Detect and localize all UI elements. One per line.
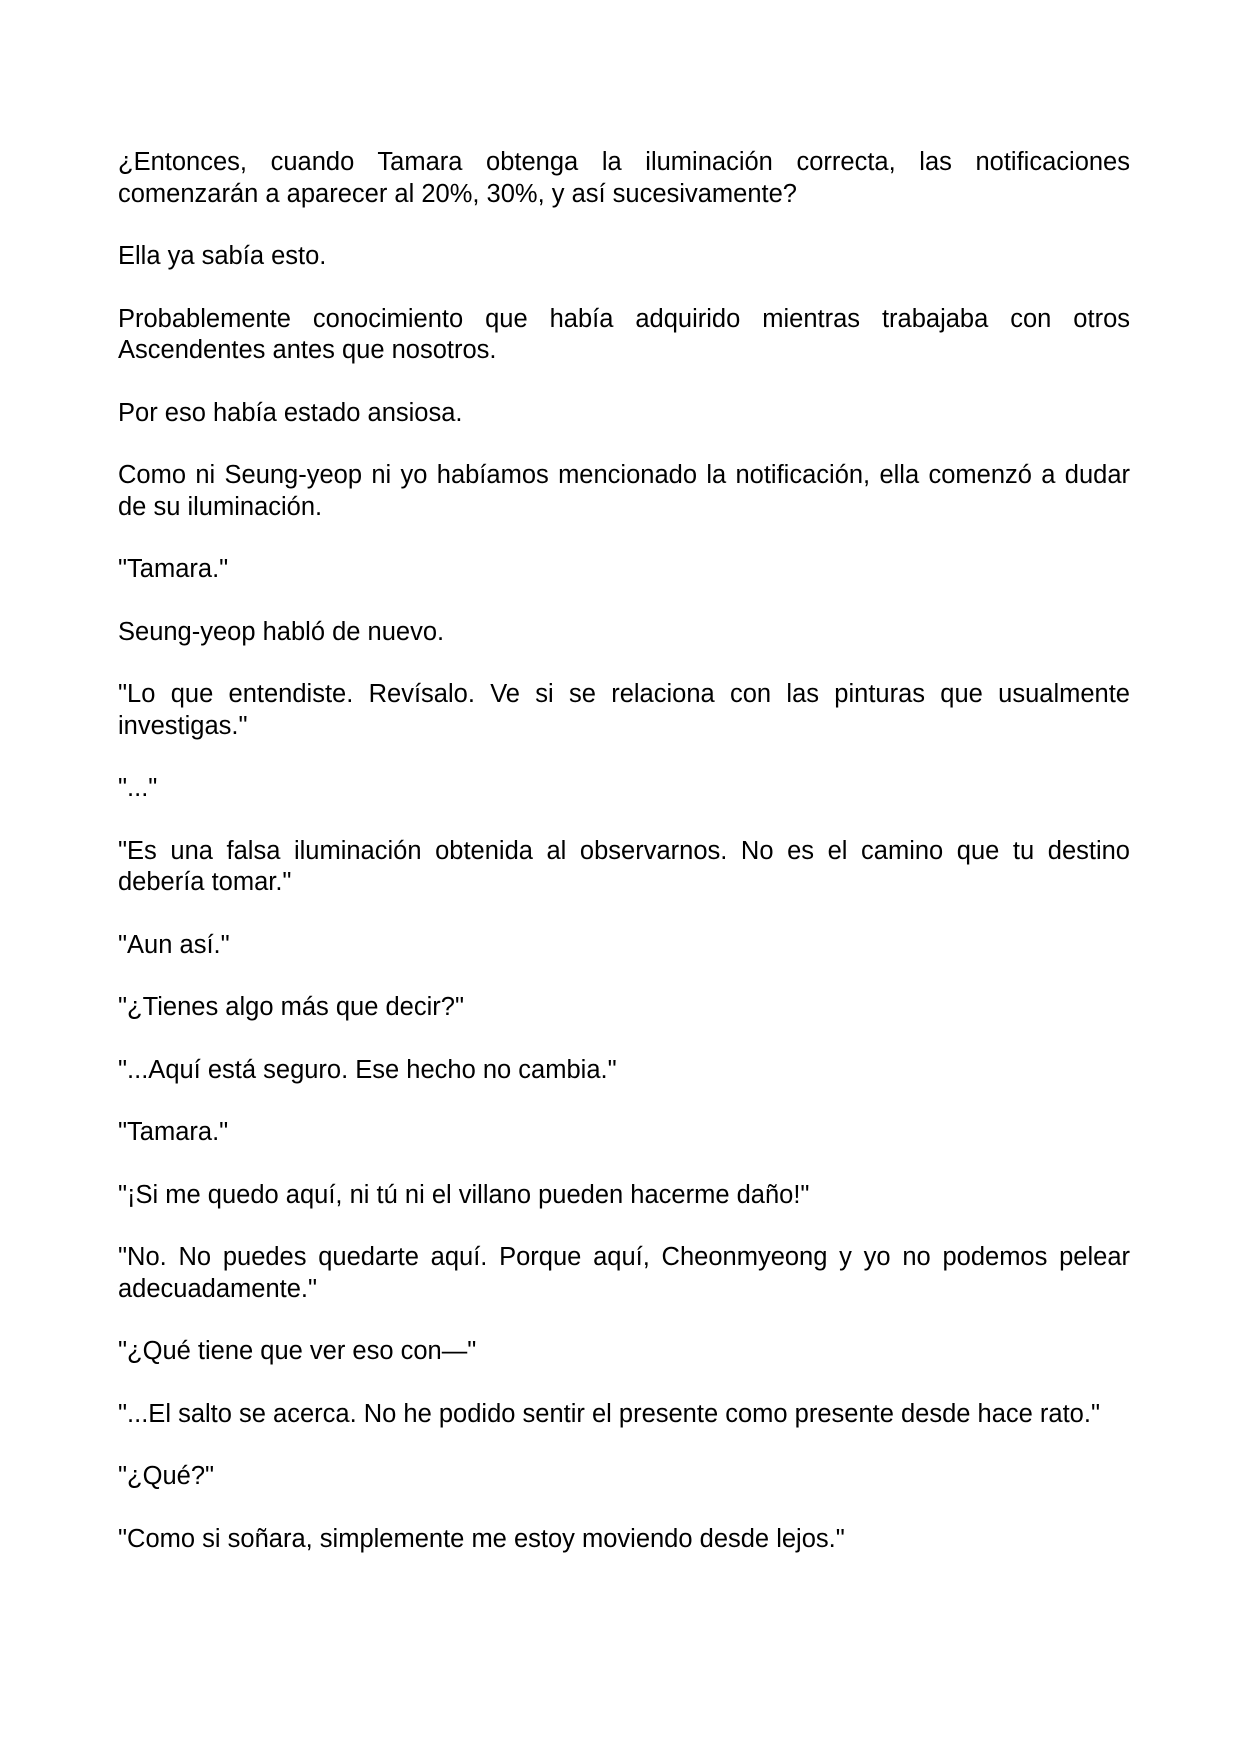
paragraph: "Es una falsa iluminación obtenida al observarnos. No es el camino que tu destino debería tomar." <box>118 836 1130 896</box>
paragraph: "Lo que entendiste. Revísalo. Ve si se relaciona con las pinturas que usualmente investigas." <box>118 680 1130 740</box>
paragraph: "...El salto se acerca. No he podido sentir el presente como presente desde hace rato." <box>118 1399 1100 1428</box>
paragraph: Seung-yeop habló de nuevo. <box>118 617 445 646</box>
paragraph: "No. No puedes quedarte aquí. Porque aquí, Cheonmyeong y yo no podemos pelear adecuadamente." <box>118 1243 1130 1303</box>
paragraph: Ella ya sabía esto. <box>118 242 327 270</box>
paragraph: Probablemente conocimiento que había adquirido mientras trabajaba con otros Ascendentes antes que nosotros. <box>118 304 1130 364</box>
paragraph: "...Aquí está seguro. Ese hecho no cambia." <box>118 1055 617 1084</box>
paragraph: "¡Si me quedo aquí, ni tú ni el villano pueden hacerme daño!" <box>118 1180 810 1209</box>
paragraph: ¿Entonces, cuando Tamara obtenga la iluminación correcta, las notificaciones comenzarán a aparecer al 20%, 30%, y así sucesivamente? <box>118 148 1130 208</box>
paragraph: "¿Qué tiene que ver eso con—" <box>118 1337 477 1365</box>
paragraph: "¿Qué?" <box>118 1462 215 1490</box>
paragraph: Como ni Seung-yeop ni yo habíamos mencionado la notificación, ella comenzó a dudar de su iluminación. <box>118 461 1130 521</box>
paragraph: Por eso había estado ansiosa. <box>118 398 463 427</box>
paragraph: "Aun así." <box>118 930 230 959</box>
paragraph: "Tamara." <box>118 555 229 583</box>
document-body <box>118 147 1130 1586</box>
paragraph: "¿Tienes algo más que decir?" <box>118 993 464 1021</box>
paragraph: "Tamara." <box>118 1118 229 1146</box>
paragraph: "Como si soñara, simplemente me estoy moviendo desde lejos." <box>118 1524 845 1553</box>
paragraph: "..." <box>118 774 158 802</box>
